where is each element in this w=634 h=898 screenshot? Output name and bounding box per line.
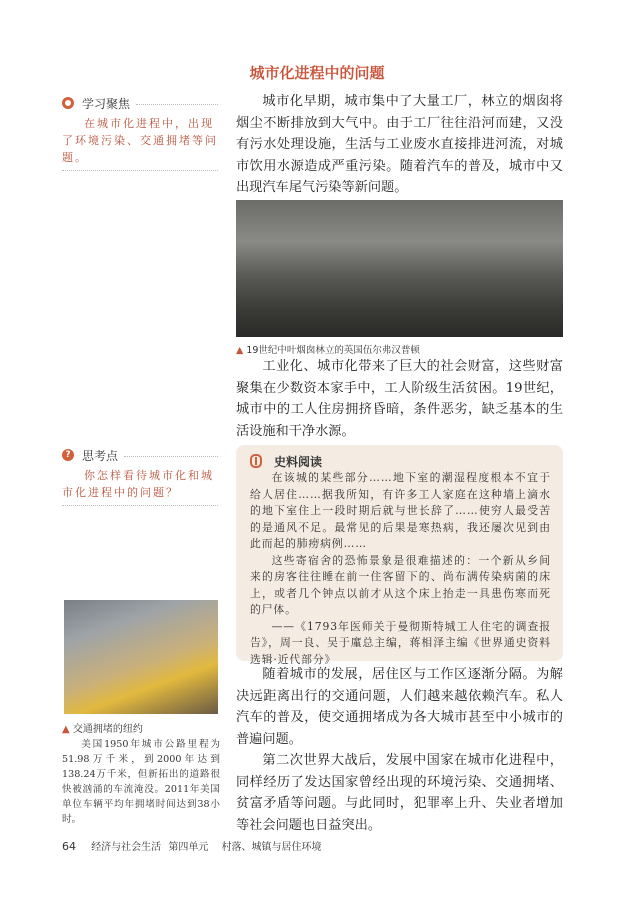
book-icon	[250, 454, 262, 468]
think-label: 思考点	[82, 447, 124, 464]
figure1-caption	[236, 342, 420, 356]
figure2-caption	[62, 722, 220, 827]
divider	[124, 456, 218, 457]
divider	[136, 104, 218, 105]
think-text: 你怎样看待城市化和城市化进程中的问题？	[62, 464, 218, 506]
think-point	[62, 446, 218, 506]
source-citation: ——《1793年医师关于曼彻斯特城工人住宅的调查报告》，周一良、吴于廑总主编，蒋相泽主编《世界通史资料选辑·近代部分》	[250, 619, 551, 666]
book-title: 经济与社会生活	[91, 842, 162, 853]
figure1-caption-text: 19世纪中叶烟囱林立的英国伍尔弗汉普顿	[246, 345, 420, 356]
unit-title: 村落、城镇与居住环境	[221, 842, 322, 853]
unit-number: 第四单元	[168, 842, 209, 853]
traffic-jam-image	[64, 600, 218, 714]
paragraph: 城市化早期，城市集中了大量工厂，林立的烟囱将烟尘不断排放到大气中。由于工厂往往沿河而建，又没有污水处理设施，生活与工业废水直接排进河流，对城市饮用水源造成严重污染。随着汽车的普及，城市中又出现汽车尾气污染等新问题。	[236, 94, 563, 195]
question-icon: ?	[62, 449, 74, 461]
factory-chimneys-image	[236, 200, 563, 337]
triangle-icon: ▲	[236, 345, 244, 356]
section-title: 城市化进程中的问题	[249, 64, 385, 82]
paragraph: 第二次世界大战后，发展中国家在城市化进程中，同样经历了发达国家曾经出现的环境污染、交通拥堵、贫富矛盾等问题。与此同时，犯罪率上升、失业者增加等社会问题也日益突出。	[236, 753, 563, 833]
learning-focus	[62, 94, 218, 171]
source-paragraph: 在该城的某些部分……地下室的潮湿程度根本不宜于给人居住……据我所知，有许多工人家庭在这种墙上滴水的地下室住上一段时期后就与世长辞了……使穷人最受苦的是通风不足。最常见的后果是寒热病，我还屡次见到由此而起的肺痨病例……	[250, 471, 551, 550]
figure2-caption-text: 美国1950年城市公路里程为51.98万千米，到2000年达到138.24万千米，但新拓出的道路很快被汹涌的车流淹没。2011年美国单位车辆平均年拥堵时间达到38小时。	[62, 739, 220, 825]
source-label: 史料阅读	[274, 454, 323, 469]
triangle-icon: ▲	[62, 724, 70, 735]
page-footer	[62, 838, 322, 853]
figure2-caption-title: 交通拥堵的纽约	[72, 724, 143, 735]
page-number: 64	[62, 840, 76, 853]
focus-label: 学习聚焦	[82, 95, 136, 112]
paragraph: 工业化、城市化带来了巨大的社会财富，这些财富聚集在少数资本家手中，工人阶级生活贫困。19世纪，城市中的工人住房拥挤昏暗，条件恶劣，缺乏基本的生活设施和干净水源。	[236, 359, 563, 439]
focus-text: 在城市化进程中，出现了环境污染、交通拥堵等问题。	[62, 112, 218, 171]
source-paragraph: 这些寄宿舍的恐怖景象是很难描述的：一个新从乡间来的房客往往睡在前一住客留下的、尚布满传染病菌的床上，或者几个钟点以前才从这个床上抬走一具患伤寒而死的尸体。	[250, 553, 551, 616]
paragraph: 随着城市的发展，居住区与工作区逐渐分隔。为解决远距离出行的交通问题，人们越来越依赖汽车。私人汽车的普及，使交通拥堵成为各大城市甚至中小城市的普遍问题。	[236, 667, 563, 747]
focus-icon	[62, 97, 74, 109]
source-reading-box	[236, 445, 563, 666]
